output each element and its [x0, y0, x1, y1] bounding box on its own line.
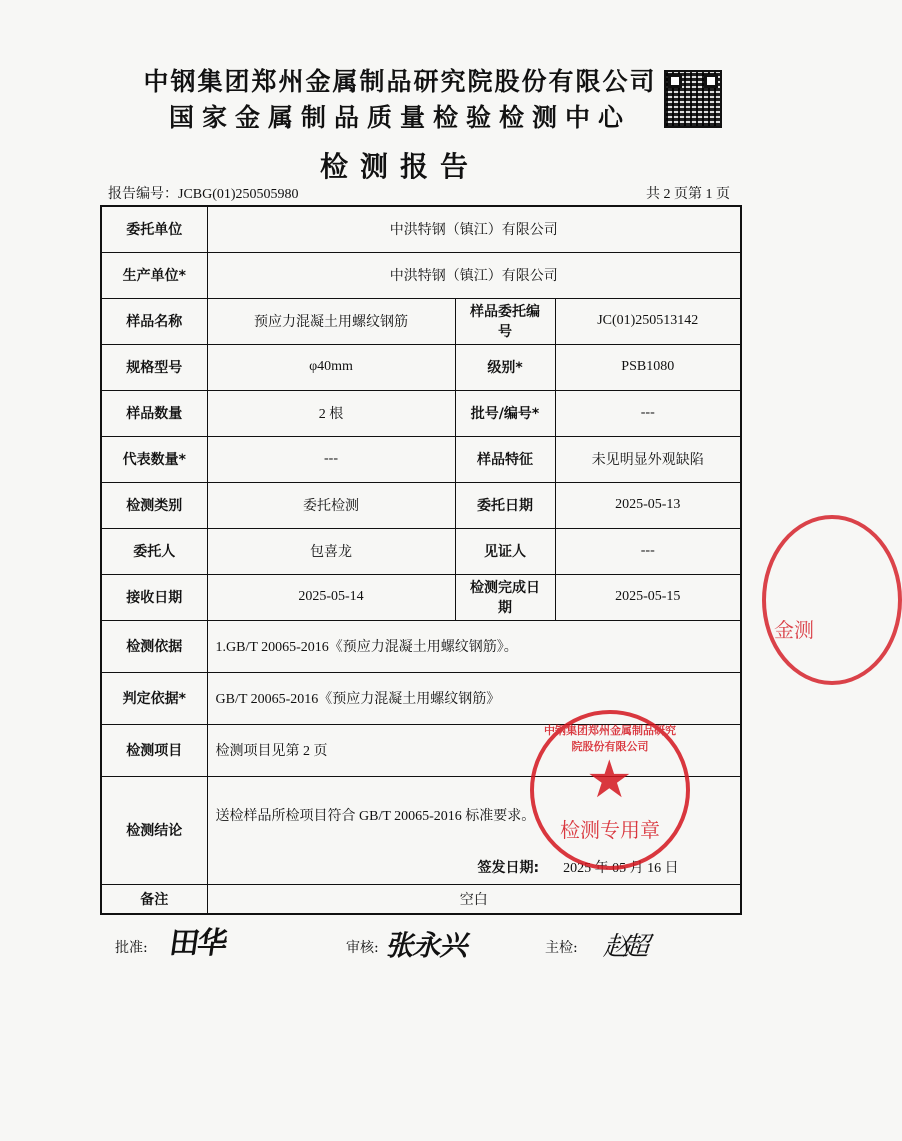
review-signature: 张永兴	[383, 929, 473, 962]
entrust-date-value: 2025-05-13	[555, 482, 741, 528]
table-row	[101, 482, 741, 528]
spec-label: 规格型号	[101, 344, 207, 390]
test-type-value: 委托检测	[207, 482, 455, 528]
table-row	[101, 672, 741, 724]
grade-value: PSB1080	[555, 344, 741, 390]
seal-arc-text: 中钢集团郑州金属制品研究院股份有限公司	[544, 724, 676, 753]
edge-seal-text: 金测	[774, 618, 814, 642]
table-row	[101, 206, 741, 252]
main-inspector-label: 主检:	[545, 940, 578, 956]
entrust-date-label: 委托日期	[455, 482, 555, 528]
table-row	[101, 298, 741, 344]
client-value: 中洪特钢（镇江）有限公司	[207, 206, 741, 252]
table-row	[101, 620, 741, 672]
judge-basis-label: 判定依据*	[101, 672, 207, 724]
table-row	[101, 884, 741, 914]
document-title: 检测报告	[319, 150, 480, 183]
entruster-value: 包喜龙	[207, 528, 455, 574]
witness-label: 见证人	[455, 528, 555, 574]
batch-value: ---	[555, 390, 741, 436]
remark-value: 空白	[207, 884, 741, 914]
feature-value: 未见明显外观缺陷	[555, 436, 741, 482]
witness-value: ---	[555, 528, 741, 574]
report-number: 报告编号：JCBG(01)250505980	[108, 187, 299, 202]
batch-label: 批号/编号*	[455, 390, 555, 436]
table-row	[101, 252, 741, 298]
receive-date-value: 2025-05-14	[207, 574, 455, 620]
sample-name-value: 预应力混凝土用螺纹钢筋	[207, 298, 455, 344]
main-inspector-signature: 赵超	[600, 932, 651, 962]
client-label: 委托单位	[101, 206, 207, 252]
remark-label: 备注	[101, 884, 207, 914]
test-type-label: 检测类别	[101, 482, 207, 528]
page-info: 共 2 页第 1 页	[646, 187, 730, 202]
finish-date-label: 检测完成日期	[455, 574, 555, 620]
sample-no-label: 样品委托编号	[455, 298, 555, 344]
seal-star-icon: ★	[586, 750, 633, 810]
receive-date-label: 接收日期	[101, 574, 207, 620]
grade-label: 级别*	[455, 344, 555, 390]
entruster-label: 委托人	[101, 528, 207, 574]
judge-basis-value: GB/T 20065-2016《预应力混凝土用螺纹钢筋》	[207, 672, 741, 724]
qty-value: 2 根	[207, 390, 455, 436]
rep-qty-value: ---	[207, 436, 455, 482]
rep-qty-label: 代表数量*	[101, 436, 207, 482]
organization-name: 中钢集团郑州金属制品研究院股份有限公司	[143, 67, 657, 96]
producer-value: 中洪特钢（镇江）有限公司	[207, 252, 741, 298]
test-basis-label: 检测依据	[101, 620, 207, 672]
sample-name-label: 样品名称	[101, 298, 207, 344]
center-name: 国家金属制品质量检验检测中心	[168, 103, 631, 132]
spec-value: φ40mm	[207, 344, 455, 390]
table-row	[101, 344, 741, 390]
finish-date-value: 2025-05-15	[555, 574, 741, 620]
table-row	[101, 390, 741, 436]
official-seal	[530, 710, 690, 870]
issue-date-label: 签发日期:	[477, 860, 540, 876]
test-items-label: 检测项目	[101, 724, 207, 776]
test-basis-value: 1.GB/T 20065-2016《预应力混凝土用螺纹钢筋》。	[207, 620, 741, 672]
review-label: 审核:	[346, 940, 379, 956]
qty-label: 样品数量	[101, 390, 207, 436]
edge-seal	[762, 515, 902, 685]
table-row	[101, 528, 741, 574]
approve-label: 批准:	[115, 940, 148, 956]
approve-signature: 田华	[167, 926, 228, 961]
table-row	[101, 436, 741, 482]
table-row	[101, 574, 741, 620]
sample-no-value: JC(01)250513142	[555, 298, 741, 344]
qr-code	[664, 70, 722, 128]
conclusion-label: 检测结论	[101, 776, 207, 884]
issue-date-value: 2025 年 05 月 16 日	[563, 861, 679, 876]
feature-label: 样品特征	[455, 436, 555, 482]
test-items-value: 检测项目见第 2 页	[207, 724, 741, 776]
seal-bottom-text: 检测专用章	[560, 818, 660, 842]
conclusion-value: 送检样品所检项目符合 GB/T 20065-2016 标准要求。	[215, 809, 536, 824]
producer-label: 生产单位*	[101, 252, 207, 298]
